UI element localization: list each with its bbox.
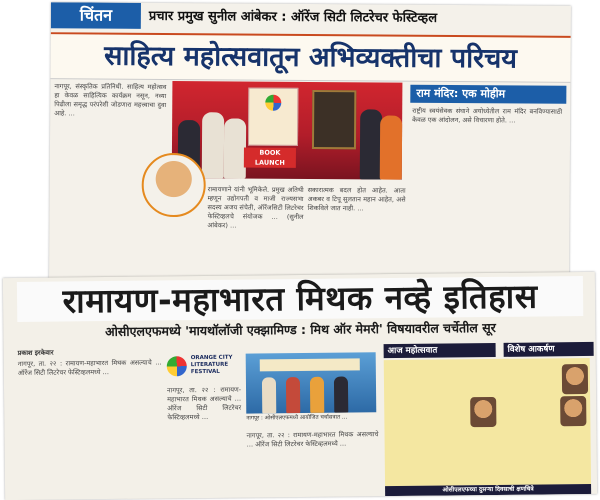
panel-photo (246, 352, 377, 413)
article-body-2: नागपूर, ता. २२ : रामायण-महाभारत मिथक असल्याचे … ऑरेंज सिटी लिटरेचर फेस्टिव्हलमध्ये … (166, 385, 242, 422)
event-photo (172, 81, 403, 180)
headline-bar (50, 32, 570, 83)
box-special-title: विशेष आकर्षण (504, 342, 594, 357)
festival-logo (167, 354, 237, 383)
sidebar-title: राम मंदिर: एक मोहीम (410, 85, 566, 104)
festival-screen (248, 88, 298, 146)
article-column-1: नागपूर, संस्कृतिक प्रतिनिधी. साहित्य महोत्सव हा केवळ साहित्यिक कार्यक्रम नसून, नव्या पिढीला समृद्ध परंपरेशी जोडणारा महत्त्वाचा दुवा आहे. … (54, 82, 167, 118)
person-figure (262, 377, 276, 413)
headline: रामायण-महाभारत मिथक नव्हे इतिहास (62, 276, 538, 321)
newspaper-clip-1 (49, 2, 571, 285)
byline: प्रचार प्रमुख सुनील आंबेकर : ऑरेंज सिटी लिटरेचर फेस्टिव्हल (148, 8, 438, 26)
newspaper-clip-2 (3, 272, 597, 500)
article-body-3: नागपूर, ता. २२ : रामायण-महाभारत मिथक असल्याचे … ऑरेंज सिटी लिटरेचर फेस्टिव्हलमध्ये … (246, 430, 379, 449)
box-today-title: आज महोत्सवात (384, 343, 496, 358)
speaker-photo (562, 364, 588, 394)
festival-logo-icon (167, 356, 187, 376)
box-bottom-title: ओसीएलएफच्या दुसऱ्या दिवसाची क्षणचित्रे (385, 484, 591, 496)
headline-bar (17, 276, 583, 322)
person-figure (380, 115, 402, 179)
article-column-3: सकारात्मक बदल होत आहेत. आता अकबर व टिपू सुलतान महान आहेत, असे शिकविले जात नाही. … (307, 185, 406, 213)
festival-logo-icon (265, 95, 281, 111)
person-figure (286, 377, 300, 413)
person-figure (202, 112, 224, 178)
headline: साहित्य महोत्सवातून अभिव्यक्तीचा परिचय (104, 40, 518, 75)
speaker-photo (560, 396, 586, 426)
section-tag: चिंतन (51, 2, 141, 29)
festival-logo-text: ORANGE CITY LITERATURE FESTIVAL (190, 354, 233, 376)
article-body: नागपूर, ता. २२ : रामायण-महाभारत मिथक असल्याचे … ऑरेंज सिटी लिटरेचर फेस्टिव्हलमध्ये … (17, 358, 162, 377)
sidebar-text: राष्ट्रीय स्वयंसेवक संघाने अयोध्येतील राम मंदिर बनविण्यासाठी केवळ एक आंदोलन, असे विचारणा होते. … (412, 106, 563, 125)
author-name: प्रकाश इरकेवार (17, 348, 54, 357)
stage-banner (260, 358, 360, 371)
events-panel (384, 358, 591, 486)
speaker-photo (470, 397, 496, 427)
article-column-2: रामायणाने यांनी भूमिकेले. प्रमुख अतिथी म्हणून उद्योगपती व माजी राज्यसभा सदस्य अजय संचेती, ऑरेंजसिटी लिटरेचर फेस्टिव्हलचे संयोजक … (सुनील आंबेकर) … (207, 185, 304, 230)
speaker-portrait (141, 153, 205, 217)
person-figure (224, 118, 246, 178)
framed-picture (312, 90, 356, 149)
book-launch-sign: BOOK LAUNCH (244, 148, 296, 168)
person-figure (310, 377, 324, 413)
photo-caption: नागपूर : ओसीएलएफमध्ये आयोजित चर्चासत्रात … (246, 414, 348, 422)
subheadline: ओसीएलएफमध्ये 'मायथॉलॉजी एक्झामिण्ड : मिथ ऑर मेमरी' विषयावरील चर्चेतील सूर (104, 319, 496, 340)
person-figure (334, 376, 348, 412)
